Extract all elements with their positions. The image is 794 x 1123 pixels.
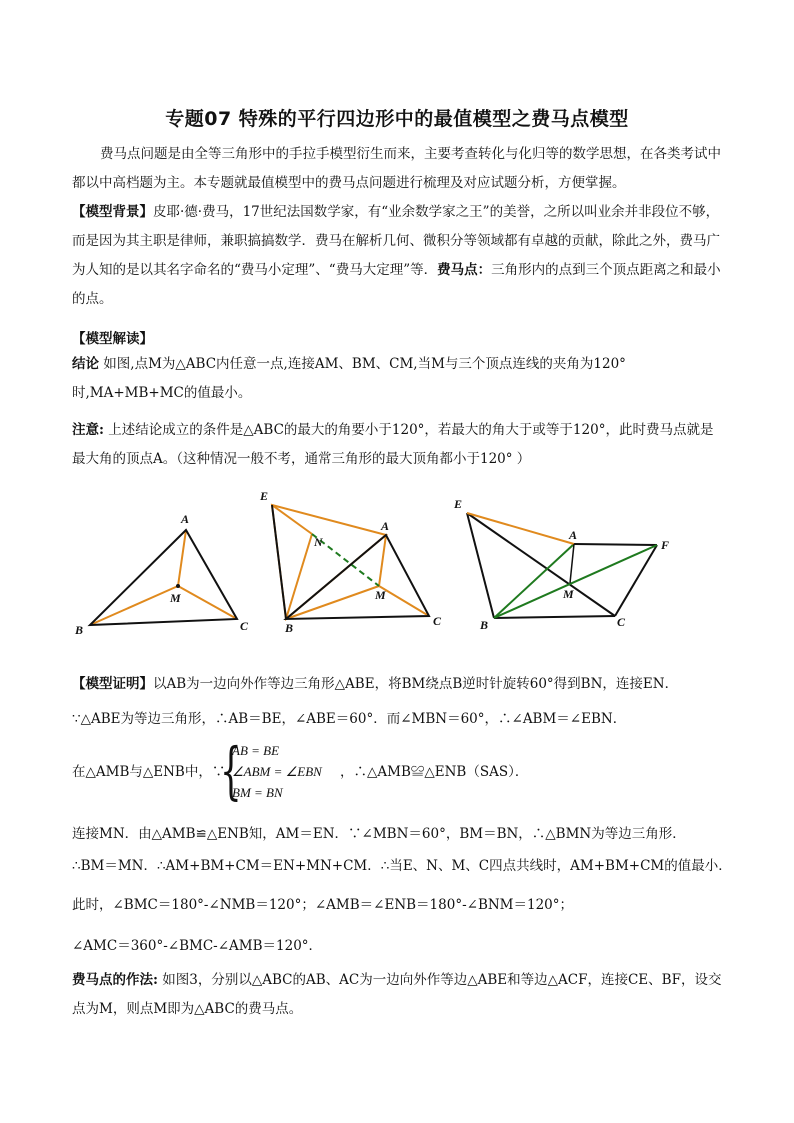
conclusion-label: 结论 <box>72 356 99 372</box>
fig2-label-E: E <box>260 489 269 503</box>
fig3-line-BC <box>494 616 615 618</box>
figure-3 <box>453 497 669 632</box>
note-label: 注意: <box>72 422 104 438</box>
fig3-line-BF <box>494 545 657 618</box>
proof-line-1 <box>72 670 724 699</box>
interpretation-label: 【模型解读】 <box>72 331 153 347</box>
fig3-label-F: F <box>661 538 670 552</box>
note-paragraph <box>72 416 724 474</box>
note-text: 上述结论成立的条件是△ABC的最大的角要小于120°，若最大的角大于或等于120°，此时费马点就是最大角的顶点A。（这种情况一般不考，通常三角形的最大顶角都小于120° ） <box>72 422 714 467</box>
fig2-line-BM <box>286 586 379 619</box>
method-label: 费马点的作法: <box>72 972 158 988</box>
conclusion-paragraph <box>72 350 724 408</box>
fig3-label-C: C <box>617 615 626 629</box>
fig2-line-AM <box>379 535 386 586</box>
proof-line-4: 连接MN．由△AMB≌△ENB知，AM＝EN．∵∠MBN＝60°，BM＝BN，∴△BMN为等边三角形． <box>72 826 686 842</box>
fig3-line-FC <box>615 545 657 616</box>
background-paragraph <box>72 198 724 314</box>
fermat-point-term: 费马点： <box>437 262 492 278</box>
fig3-line-AF <box>574 544 657 545</box>
proof-label: 【模型证明】 <box>72 676 153 692</box>
fig1-line-AM <box>178 530 186 586</box>
proof-line-3-suffix: ，∴△AMB≌△ENB（SAS）． <box>340 764 529 780</box>
fig1-point-M <box>176 584 180 588</box>
proof-line-3-prefix: 在△AMB与△ENB中，∵ <box>72 764 226 780</box>
fig2-label-B: B <box>285 621 294 635</box>
fig2-label-C: C <box>433 614 442 628</box>
proof-line-7: ∠AMC＝360°-∠BMC-∠AMB＝120°． <box>72 938 323 954</box>
proof-line-2: ∵△ABE为等边三角形，∴AB＝BE，∠ABE＝60°．而∠MBN＝60°，∴∠ABM＝∠EBN． <box>72 711 627 727</box>
fig3-line-AM <box>570 544 574 583</box>
fig2-triangle-ABE <box>272 505 386 619</box>
fig1-line-BM <box>90 586 178 625</box>
equation-3: BM = BN <box>232 785 283 800</box>
proof-line-5: ∴BM＝MN．∴AM+BM+CM＝EN+MN+CM．∴当E、N、M、C四点共线时，AM+BM+CM的值最小． <box>72 858 732 874</box>
fig1-triangle-ABC <box>90 530 237 625</box>
fig1-label-B: B <box>75 623 84 637</box>
equation-system <box>232 740 322 803</box>
fig2-label-M: M <box>375 588 386 602</box>
fig2-label-N: N <box>314 535 323 549</box>
intro-text: 费马点问题是由全等三角形中的手拉手模型衍生而来，主要考查转化与化归等的数学思想，在各类考试中都以中高档题为主。本专题就最值模型中的费马点问题进行梳理及对应试题分析，方便掌握。 <box>72 146 721 191</box>
conclusion-text: 如图,点M为△ABC内任意一点,连接AM、BM、CM,当M与三个顶点连线的夹角为120°时,MA+MB+MC的值最小。 <box>72 356 626 401</box>
figure-2 <box>259 489 442 635</box>
fig1-label-M: M <box>170 591 181 605</box>
fig2-line-EB <box>272 505 286 619</box>
method-paragraph <box>72 966 724 1024</box>
fig2-line-BN <box>286 534 312 619</box>
proof-line-1-text: 以AB为一边向外作等边三角形△ABE，将BM绕点B逆时针旋转60°得到BN，连接EN． <box>153 676 679 692</box>
fig3-label-M: M <box>563 587 574 601</box>
fig3-line-EA <box>467 513 574 544</box>
equation-1: AB = BE <box>232 743 280 758</box>
fig1-label-C: C <box>240 619 249 633</box>
background-label: 【模型背景】 <box>72 204 153 220</box>
intro-paragraph <box>72 140 724 198</box>
page-title: 专题07 特殊的平行四边形中的最值模型之费马点模型 <box>165 108 629 130</box>
method-text: 如图3，分别以△ABC的AB、AC为一边向外作等边△ABE和等边△ACF，连接CE、BF，设交点为M，则点M即为△ABC的费马点。 <box>72 972 722 1017</box>
fig3-label-B: B <box>480 618 489 632</box>
equation-2: ∠ABM = ∠EBN <box>232 764 322 779</box>
proof-line-6: 此时，∠BMC＝180°-∠NMB＝120°；∠AMB＝∠ENB＝180°-∠BNM＝120°； <box>72 897 574 913</box>
fermat-point-definition: 三角形内的点到三个顶点距离之和最小的点。 <box>72 262 721 307</box>
left-brace: { <box>220 734 242 807</box>
fig3-line-BA <box>494 544 574 618</box>
background-text: 皮耶·德·费马，17世纪法国数学家，有“业余数学家之王”的美誉，之所以叫业余并非段位不够，而是因为其主职是律师，兼职搞搞数学．费马在解析几何、微积分等领域都有卓越的贡献，除此之外，费马广为人知的是以其名字命名的“费马小定理”、“费马大定理”等． <box>72 204 720 278</box>
figure-1 <box>74 512 249 637</box>
fig3-label-E: E <box>454 497 463 511</box>
fig1-label-A: A <box>181 512 190 526</box>
fig2-label-A: A <box>381 519 390 533</box>
geometry-figures <box>72 488 722 638</box>
fig3-label-A: A <box>569 528 578 542</box>
